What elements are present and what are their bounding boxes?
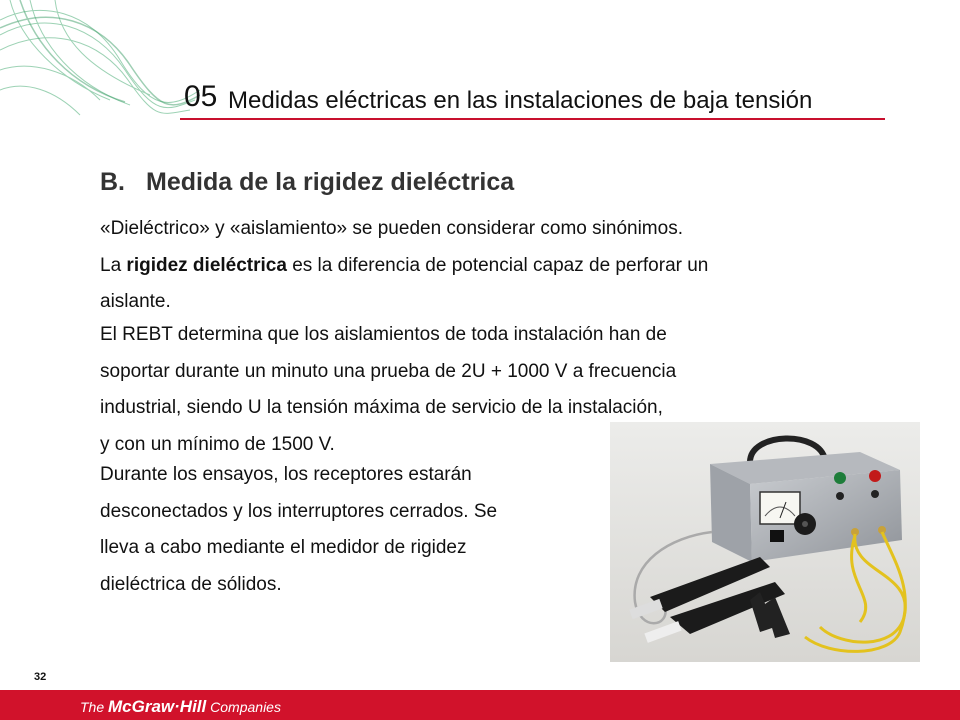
brand-prefix: The	[80, 699, 105, 715]
paragraph-tests	[100, 457, 605, 603]
paragraph-line: soportar durante un minuto una prueba de 2U + 1000 V a frecuencia	[100, 360, 677, 382]
chapter-header	[180, 78, 885, 120]
brand-name: McGraw·Hill	[108, 697, 207, 716]
paragraph-line: desconectados y los interruptores cerrados. Se	[100, 500, 498, 522]
paragraph-line: aislante.	[100, 291, 171, 312]
section-title: Medida de la rigidez dieléctrica	[146, 168, 515, 196]
paragraph-line: industrial, siendo U la tensión máxima de servicio de la instalación,	[100, 397, 663, 418]
bold-term: rigidez dieléctrica	[126, 254, 287, 276]
paragraph-line: Durante los ensayos, los receptores estarán	[100, 464, 472, 485]
chapter-title: Medidas eléctricas en las instalaciones de baja tensión	[228, 87, 813, 114]
text-segment: es la diferencia de potencial capaz de perforar un	[286, 254, 709, 276]
paragraph-definition	[100, 211, 870, 321]
paragraph-line	[100, 248, 870, 285]
publisher-logo	[80, 697, 281, 717]
section-letter: B.	[100, 168, 125, 196]
brand-suffix: Companies	[210, 699, 281, 715]
paragraph-line: El REBT determina que los aislamientos de toda instalación han de	[100, 324, 667, 345]
decorative-swirl	[0, 0, 200, 120]
section-heading	[100, 168, 514, 197]
footer-bar	[0, 690, 960, 720]
paragraph-line: dieléctrica de sólidos.	[100, 573, 282, 595]
dielectric-tester-photo	[610, 422, 920, 662]
paragraph-line: «Dieléctrico» y «aislamiento» se pueden considerar como sinónimos.	[100, 218, 683, 239]
text-segment: La	[100, 254, 127, 276]
paragraph-line: lleva a cabo mediante el medidor de rigidez	[100, 537, 467, 558]
page-number: 32	[34, 671, 47, 683]
chapter-number: 05	[184, 80, 218, 113]
paragraph-line: y con un mínimo de 1500 V.	[100, 433, 335, 455]
